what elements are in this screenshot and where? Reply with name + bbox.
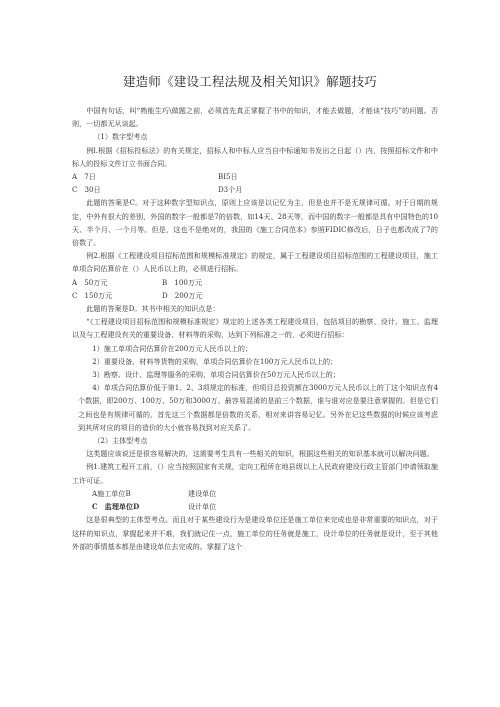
list-item: 3）勘察、设计、监理等服务的采购，单项合同估算价在50万元人民币以上的； <box>92 370 340 380</box>
list-item: 2）重要设备、材料等货物的采购，单项合同估算价在100万元人民币以上的； <box>92 356 338 366</box>
option-d: 设计单位 <box>188 502 217 512</box>
section-2-intro: 这类题应该说还是很容易解决的，这需要考生具有一些相关的知识，根据这些相关的知识基本就可以解决问题。 <box>86 449 434 459</box>
option-b: BI5日 <box>218 172 238 182</box>
example-3-question: 例1.建筑工程开工前，（）应当按照国家有关规，定向工程所在地县级以上人民政府建设行政主管部门申请领取施工许可证。 <box>72 462 438 485</box>
example-2-options-row-1 <box>72 276 438 289</box>
example-1-options-row-2 <box>72 183 438 196</box>
option-d: D 200万元 <box>162 290 203 300</box>
option-c: C 30日 <box>72 185 101 195</box>
example-1-options-row-1 <box>72 170 438 183</box>
option-b: 建设单位 <box>188 488 217 498</box>
example-1-question: 例l.根据《招标投标法》的有关规定，招标人和中标人应当自中标通知书发出之日起（）内，按照招标文件和中标人的投标文件订立书面合同。 <box>72 145 438 168</box>
example-3-options-row-2 <box>72 500 438 513</box>
intro-paragraph: 中国有句话，叫“熟能生巧\做题之前，必须首先真正掌握了书中的知识，才能去做题，才能谈“技巧”的问题。否则，一切都无从谈起。 <box>72 106 438 129</box>
option-d: D3个月 <box>218 185 243 195</box>
list-item: 1）施工单项合同估算价在200万元人民币以上的； <box>92 343 253 353</box>
example-3-analysis: 这是很典型的主体型考点。而且对于某些建设行为是建设单位还是施工单位来完成也是非常重要的知识点，对于这样的知识点，掌握起来并不难，我们就记住一点，施工单位的任务就是施工，设计单位的任务就是设计，至于其他外部的事情基本都是由建设单位去完成的。掌握了这个 <box>72 515 438 551</box>
example-3-options-row-1 <box>72 487 438 500</box>
example-2-quote: “《工程建设项目招标范围和规模标准规定》规定的上述各类工程建设项目，包括项目的勘察、设计、施工、监理以及与工程建设有关的重要设备、材料等的采购，达到下列标准之一的，必须进行招标： <box>72 317 438 340</box>
option-a: A 50万元 <box>72 277 108 287</box>
section-heading-numeric: （1）数字型考点 <box>93 132 148 142</box>
option-b: B 100万元 <box>162 277 203 287</box>
document-body <box>72 104 438 553</box>
example-1-analysis: 此题的答案是C。对于这种数字型知识点，原则上应该是以记忆为主，但是也并不是无规律可循。对于日期的规定，中外有很大的差别，外国的数字一般都是7的倍数，如14天、28天等，而中国的数字一般都是具有中国特色的10天、半个月、一个月等。但是，这也不是绝对的，我国的《施工合同范本》参照FIDIC修改后，日子也都改成了7的倍数了。 <box>72 198 438 248</box>
standards-list <box>72 342 438 434</box>
option-c: C 监理单位D <box>92 502 140 512</box>
example-2-analysis: 此题的答案是D。其书中相关的知识点是： <box>86 304 220 314</box>
option-a: A施工单位B <box>92 488 131 498</box>
list-item: 4）单项合同估算价低于第1、2、3项规定的标准，但项目总投资额在3000万元人民币以上的丁这个知识点有4个数据，即200万、100万、50万和3000万。最容易混淆的是前三个数据，谁与谁对应是要注意掌握的。但是它们之间也是有规律可循的，首先这三个数据都是倍数的关系，相对来讲容易记忆。另外在记这些数据的时候应该考虑到其所对应的项目的造价的大小就容易找到对应关系了。 <box>78 383 438 432</box>
document-title: 建造师《建设工程法规及相关知识》解题技巧 <box>122 74 377 89</box>
option-c: C 150万元 <box>72 290 113 300</box>
option-a: A 7日 <box>72 172 96 182</box>
example-2-options-row-2 <box>72 289 438 302</box>
example-2-question: 例2.根据《工程建设项目招标范围和规模标准规定》的规定，属于工程建设项目招标范围的工程建设项目，施工单项合同估算价在（）人民币以上的，必须进行招标。 <box>72 251 438 274</box>
section-heading-subject: （2）主体型考点 <box>93 436 148 446</box>
